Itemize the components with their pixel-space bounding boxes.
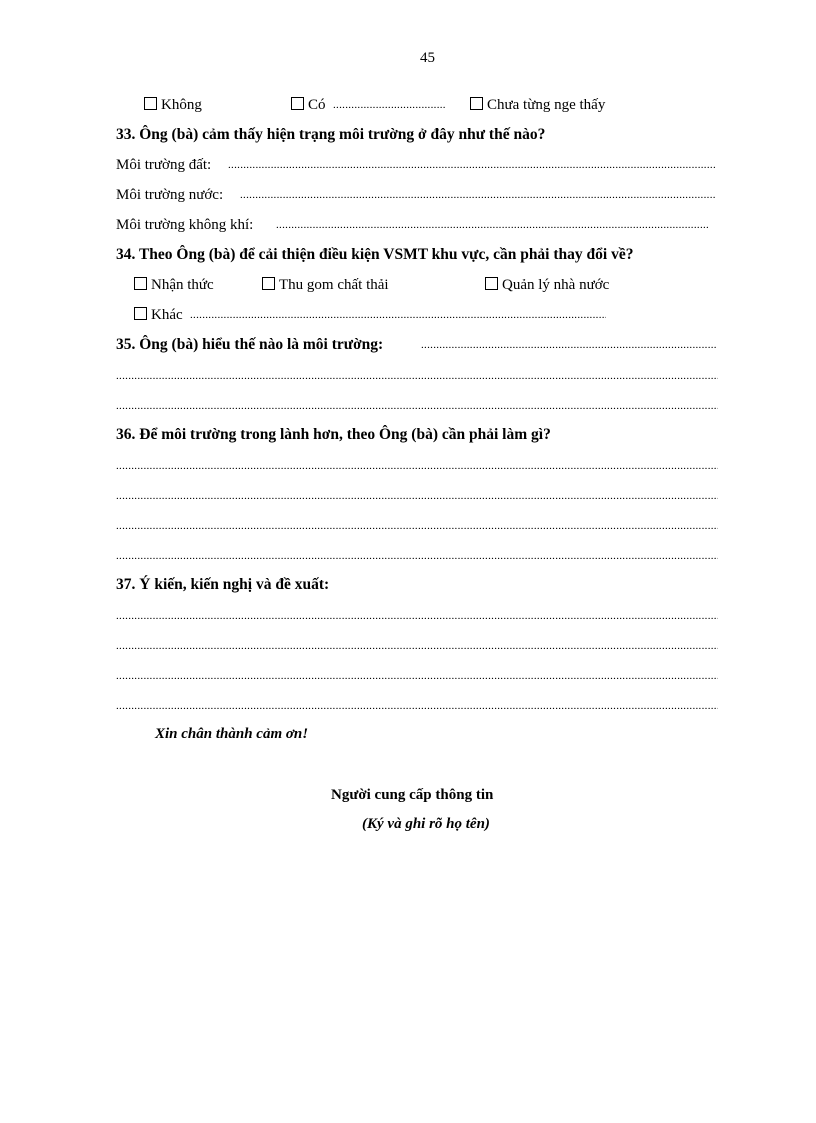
q33-title: 33. Ông (bà) cảm thấy hiện trạng môi trường ở đây như thế nào? <box>116 126 546 143</box>
option-khong-label: Không <box>161 97 202 113</box>
checkbox-chua-tung[interactable] <box>470 97 483 110</box>
thanks-text: Xin chân thành cảm ơn! <box>155 726 309 742</box>
q33-field-water-input[interactable] <box>240 186 716 204</box>
option-chua-tung-label: Chưa từng nge thấy <box>487 97 606 113</box>
checkbox-awareness[interactable] <box>134 277 147 290</box>
q37-answer-line-4[interactable] <box>116 697 718 715</box>
checkbox-state[interactable] <box>485 277 498 290</box>
q36-answer-line-2[interactable] <box>116 487 718 505</box>
checkbox-waste[interactable] <box>262 277 275 290</box>
q37-answer-line-2[interactable] <box>116 637 718 655</box>
signature-title: Người cung cấp thông tin <box>331 787 494 803</box>
q37-title: 37. Ý kiến, kiến nghị và đề xuất: <box>116 576 330 593</box>
signature-note: (Ký và ghi rõ họ tên) <box>362 816 490 832</box>
q34-option-waste[interactable] <box>262 276 389 294</box>
q34-option-other[interactable] <box>134 306 183 324</box>
option-khong[interactable] <box>144 96 202 114</box>
q36-title: 36. Để môi trường trong lành hơn, theo Ông (bà) cần phải làm gì? <box>116 426 551 443</box>
q34-option-waste-label: Thu gom chất thải <box>279 277 389 293</box>
q37-answer-line-3[interactable] <box>116 667 718 685</box>
q34-option-awareness[interactable] <box>134 276 214 294</box>
checkbox-other[interactable] <box>134 307 147 320</box>
q36-answer-line-1[interactable] <box>116 457 718 475</box>
option-co-fill[interactable] <box>333 96 445 114</box>
q33-field-soil-label: Môi trường đất: <box>116 157 212 173</box>
q34-title: 34. Theo Ông (bà) để cải thiện điều kiện VSMT khu vực, cần phải thay đổi về? <box>116 246 634 263</box>
option-chua-tung[interactable] <box>470 96 605 114</box>
q33-field-soil-input[interactable] <box>228 156 716 174</box>
option-co-label: Có <box>308 97 326 113</box>
q35-title: 35. Ông (bà) hiểu thế nào là môi trường: <box>116 336 384 353</box>
q34-option-state[interactable] <box>485 276 609 294</box>
q36-answer-line-4[interactable] <box>116 547 718 565</box>
checkbox-khong[interactable] <box>144 97 157 110</box>
q35-answer-line-2[interactable] <box>116 397 718 415</box>
q34-option-awareness-label: Nhận thức <box>151 277 214 293</box>
q33-field-water-label: Môi trường nước: <box>116 187 224 203</box>
q36-answer-line-3[interactable] <box>116 517 718 535</box>
page-number: 45 <box>420 50 435 66</box>
checkbox-co[interactable] <box>291 97 304 110</box>
q35-answer-inline[interactable] <box>421 336 717 354</box>
q34-option-state-label: Quản lý nhà nước <box>502 277 610 293</box>
q33-field-air-label: Môi trường không khí: <box>116 217 254 233</box>
q37-answer-line-1[interactable] <box>116 607 718 625</box>
q34-option-other-label: Khác <box>151 307 183 323</box>
q34-other-input[interactable] <box>190 306 606 324</box>
option-co[interactable] <box>291 96 326 114</box>
q35-answer-line-1[interactable] <box>116 367 718 385</box>
q33-field-air-input[interactable] <box>276 216 708 234</box>
